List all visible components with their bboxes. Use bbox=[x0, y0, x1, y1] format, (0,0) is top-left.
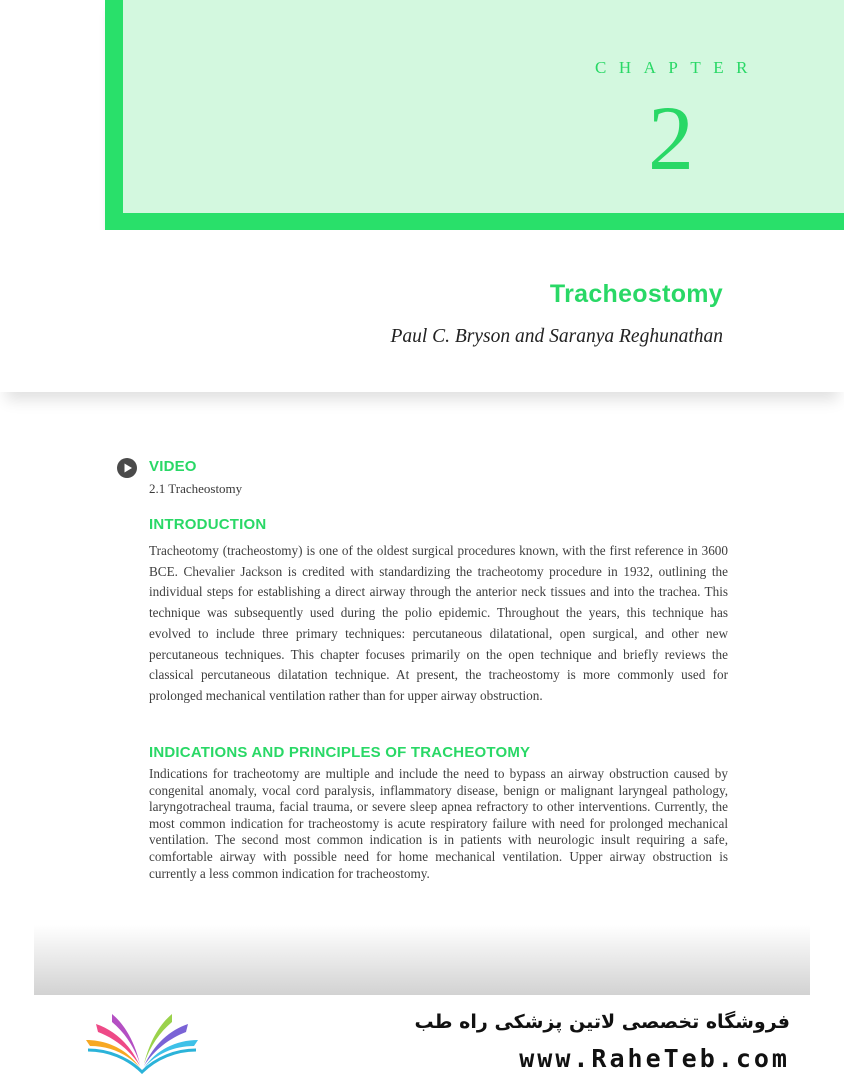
chapter-label: CHAPTER bbox=[595, 58, 760, 77]
title-block bbox=[0, 230, 844, 392]
video-item[interactable]: 2.1 Tracheostomy bbox=[149, 481, 243, 496]
introduction-heading: INTRODUCTION bbox=[149, 516, 267, 533]
chapter-banner-panel bbox=[123, 0, 844, 213]
store-name: فروشگاه تخصصی لاتین پزشکی راه طب bbox=[414, 1011, 790, 1033]
page-bottom-shadow bbox=[34, 925, 810, 995]
chapter-title: Tracheostomy bbox=[549, 280, 723, 308]
chapter-banner bbox=[105, 0, 844, 230]
store-url[interactable]: www.RaheTeb.com bbox=[519, 1044, 790, 1073]
video-heading: VIDEO bbox=[149, 458, 197, 475]
chapter-number: 2 bbox=[648, 87, 694, 189]
chapter-authors: Paul C. Bryson and Saranya Reghunathan bbox=[390, 326, 723, 347]
indications-text: Indications for tracheotomy are multiple and include the need to bypass an airway obstruction caused by congenital anomaly, vocal cord paralysis, inflammatory disease, benign or malignant laryngeal pathology, laryngotracheal trauma, facial trauma, or severe sleep apnea refractory to other interventions. Currently, the most common indication for tracheostomy is acute respiratory failure with need for prolonged mechanical ventilation. The second most common indication is in patients with neurologic insult requiring a safe, comfortable airway with possible need for home mechanical ventilation. Upper airway obstruction is currently a less common indication for tracheostomy. bbox=[149, 766, 728, 881]
indications-heading: INDICATIONS AND PRINCIPLES OF TRACHEOTOMY bbox=[149, 744, 531, 761]
open-book-logo-icon bbox=[78, 1010, 206, 1074]
play-icon[interactable] bbox=[117, 458, 137, 478]
introduction-text: Tracheotomy (tracheostomy) is one of the oldest surgical procedures known, with the first reference in 3600 BCE. Chevalier Jackson is credited with standardizing the tracheotomy procedure in 1932, outlining the individual steps for establishing a direct airway through the anterior neck tissues and into the trachea. This technique was subsequently used during the polio epidemic. Throughout the years, this technique has evolved to include three primary techniques: percutaneous dilatational, open surgical, and other new percutaneous techniques. This chapter focuses primarily on the open technique and briefly reviews the classical percutaneous dilatation technique. At present, the tracheostomy is more commonly used for prolonged mechanical ventilation rather than for upper airway obstruction. bbox=[149, 543, 728, 703]
